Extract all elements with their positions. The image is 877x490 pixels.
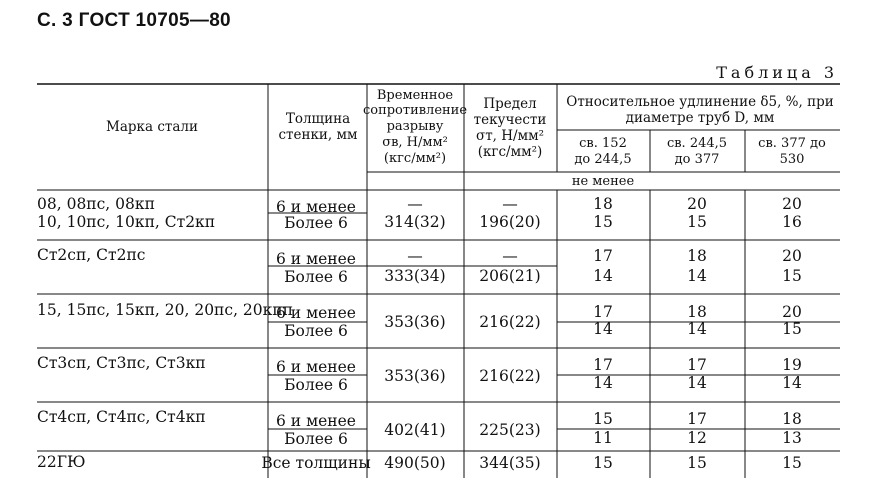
thickness-cell: 6 и менее: [276, 198, 356, 216]
steel-grade: Ст2сп, Ст2пс: [37, 246, 146, 264]
steel-grade: Ст4сп, Ст4пс, Ст4кп: [37, 408, 206, 426]
elongation-cell: 17: [593, 247, 613, 265]
header-steel: Марка стали: [106, 119, 198, 135]
header-yield-1: Предел: [483, 96, 537, 112]
thickness-cell: Более 6: [284, 214, 348, 232]
elongation-cell: 14: [687, 320, 707, 338]
yield-cell: 344(35): [479, 454, 541, 472]
elongation-cell: 12: [687, 429, 707, 447]
elongation-cell: 15: [593, 454, 613, 472]
header-d3-2: 530: [779, 152, 805, 167]
yield-cell: —: [502, 195, 518, 213]
elongation-cell: 13: [782, 429, 802, 447]
header-thickness-2: стенки, мм: [278, 127, 358, 143]
tensile-cell: 333(34): [384, 267, 446, 285]
elongation-cell: 18: [687, 247, 707, 265]
steel-grade: Ст3сп, Ст3пс, Ст3кп: [37, 354, 206, 372]
elongation-cell: 17: [593, 356, 613, 374]
thickness-cell: 6 и менее: [276, 250, 356, 268]
tensile-cell: 490(50): [384, 454, 446, 472]
header-thickness-1: Толщина: [285, 111, 351, 127]
elongation-cell: 17: [593, 303, 613, 321]
elongation-cell: 14: [687, 267, 707, 285]
thickness-cell: Более 6: [284, 430, 348, 448]
steel-grade: 22ГЮ: [37, 453, 86, 471]
page-header: С. 3 ГОСТ 10705—80: [37, 10, 231, 31]
elongation-cell: 14: [593, 267, 613, 285]
tensile-cell: 314(32): [384, 213, 446, 231]
thickness-cell: 6 и менее: [276, 412, 356, 430]
elongation-cell: 18: [687, 303, 707, 321]
elongation-cell: 20: [782, 303, 802, 321]
header-elongation-2: диаметре труб D, мм: [625, 110, 775, 126]
steel-grade: 08, 08пс, 08кп: [37, 195, 155, 213]
thickness-cell: Более 6: [284, 268, 348, 286]
header-tensile-2: сопротивление: [362, 103, 468, 118]
elongation-cell: 17: [687, 410, 707, 428]
elongation-cell: 18: [782, 410, 802, 428]
header-yield-4: (кгс/мм²): [477, 144, 543, 160]
yield-cell: 225(23): [479, 421, 541, 439]
elongation-cell: 20: [782, 195, 802, 213]
thickness-cell: Все толщины: [261, 454, 371, 472]
elongation-cell: 17: [687, 356, 707, 374]
elongation-cell: 20: [687, 195, 707, 213]
header-min-note: не менее: [571, 174, 635, 189]
elongation-cell: 16: [782, 213, 802, 231]
elongation-cell: 15: [782, 454, 802, 472]
header-tensile-1: Временное: [376, 88, 454, 103]
elongation-cell: 14: [782, 374, 802, 392]
elongation-cell: 11: [593, 429, 613, 447]
elongation-cell: 15: [782, 320, 802, 338]
header-d2-1: св. 244,5: [666, 136, 728, 151]
tensile-cell: 402(41): [384, 421, 446, 439]
elongation-cell: 14: [593, 374, 613, 392]
thickness-cell: Более 6: [284, 322, 348, 340]
elongation-cell: 19: [782, 356, 802, 374]
steel-grade: 15, 15пс, 15кп, 20, 20пс, 20кпп: [37, 301, 293, 319]
tensile-cell: 353(36): [384, 367, 446, 385]
header-elongation-1: Относительное удлинение δ5, %, при: [566, 94, 834, 110]
elongation-cell: 14: [687, 374, 707, 392]
table-label: Таблица 3: [716, 63, 838, 82]
steel-grade: 10, 10пс, 10кп, Ст2кп: [37, 213, 216, 231]
header-d1-2: до 244,5: [574, 152, 632, 167]
elongation-cell: 18: [593, 195, 613, 213]
thickness-cell: Более 6: [284, 376, 348, 394]
header-tensile-5: (кгс/мм²): [383, 151, 447, 166]
elongation-cell: 20: [782, 247, 802, 265]
elongation-cell: 15: [782, 267, 802, 285]
elongation-cell: 15: [593, 410, 613, 428]
header-d2-2: до 377: [674, 152, 720, 167]
elongation-cell: 14: [593, 320, 613, 338]
elongation-cell: 15: [687, 454, 707, 472]
header-tensile-3: разрыву: [386, 119, 444, 134]
header-yield-3: σт, Н/мм²: [475, 128, 545, 144]
thickness-cell: 6 и менее: [276, 358, 356, 376]
tensile-cell: —: [407, 195, 423, 213]
elongation-cell: 15: [593, 213, 613, 231]
header-tensile-4: σв, Н/мм²: [382, 135, 448, 150]
header-yield-2: текучести: [473, 112, 547, 128]
yield-cell: 216(22): [479, 313, 541, 331]
yield-cell: 216(22): [479, 367, 541, 385]
yield-cell: —: [502, 247, 518, 265]
yield-cell: 206(21): [479, 267, 541, 285]
header-d1-1: св. 152: [579, 136, 627, 151]
tensile-cell: —: [407, 247, 423, 265]
thickness-cell: 6 и менее: [276, 304, 356, 322]
elongation-cell: 15: [687, 213, 707, 231]
yield-cell: 196(20): [479, 213, 541, 231]
header-d3-1: св. 377 до: [758, 136, 826, 151]
tensile-cell: 353(36): [384, 313, 446, 331]
